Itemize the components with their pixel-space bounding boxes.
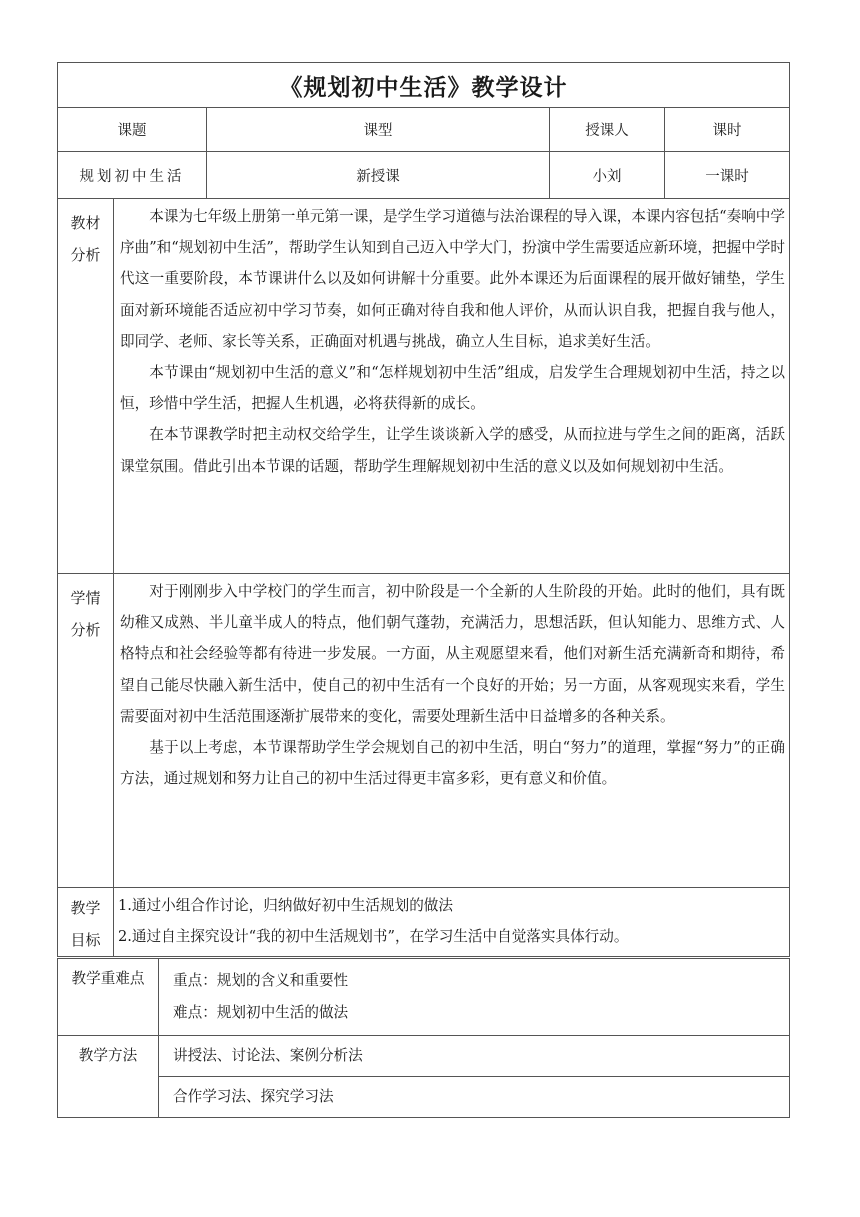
hard-point: 难点：规划初中生活的做法	[173, 1004, 349, 1021]
material-paragraph: 本课为七年级上册第一单元第一课，是学生学习道德与法治课程的导入课，本课内容包括“奏响中学序曲”和“规划初中生活”，帮助学生认知到自己迈入中学大门，扮演中学生需要适应新环境，把握中学时代这一重要阶段，本节课讲什么以及如何讲解十分重要。此外本课还为后面课程的展开做好铺垫，学生面对新环境能否适应初中学习节奏，如何正确对待自我和他人评价，从而认识自我，把握自我与他人，即同学、老师、家长等关系，正确面对机遇与挑战，确立人生目标，追求美好生活。	[120, 208, 786, 350]
goals-content	[114, 888, 790, 957]
material-label-line2: 分析	[70, 246, 101, 264]
goals-label-line1: 教学	[70, 899, 101, 917]
goal-item: 1.通过小组合作讨论，归纳做好初中生活规划的做法	[118, 897, 453, 914]
material-label-line1: 教材	[70, 214, 101, 232]
page-title: 《规划初中生活》教学设计	[58, 63, 790, 108]
material-paragraph: 在本节课教学时把主动权交给学生，让学生谈谈新入学的感受，从而拉进与学生之间的距离，活跃课堂氛围。借此引出本节课的话题，帮助学生理解规划初中生活的意义以及如何规划初中生活。	[120, 426, 786, 475]
methods-table	[57, 958, 790, 1118]
teaching-method: 讲授法、讨论法、案例分析法	[159, 1036, 790, 1077]
header-topic: 课题	[58, 108, 207, 152]
material-label	[58, 199, 114, 574]
info-type: 新授课	[207, 152, 550, 199]
students-label	[58, 574, 114, 888]
header-type: 课型	[207, 108, 550, 152]
goals-label-line2: 目标	[70, 931, 101, 949]
students-label-line1: 学情	[70, 589, 101, 607]
difficulty-content	[159, 959, 790, 1036]
header-hours: 课时	[665, 108, 790, 152]
students-label-line2: 分析	[70, 621, 101, 639]
methods-label: 教学方法	[58, 1036, 159, 1118]
students-paragraph: 对于刚刚步入中学校门的学生而言，初中阶段是一个全新的人生阶段的开始。此时的他们，具有既幼稚又成熟、半儿童半成人的特点，他们朝气蓬勃，充满活力，思想活跃，但认知能力、思维方式、人格特点和社会经验等都有待进一步发展。一方面，从主观愿望来看，他们对新生活充满新奇和期待，希望自己能尽快融入新生活中，使自己的初中生活有一个良好的开始；另一方面，从客观现实来看，学生需要面对初中生活范围逐渐扩展带来的变化，需要处理新生活中日益增多的各种关系。	[120, 583, 786, 725]
students-paragraph: 基于以上考虑，本节课帮助学生学会规划自己的初中生活，明白“努力”的道理，掌握“努力”的正确方法，通过规划和努力让自己的初中生活过得更丰富多彩，更有意义和价值。	[120, 739, 786, 788]
info-hours: 一课时	[665, 152, 790, 199]
students-content	[114, 574, 790, 888]
goals-label	[58, 888, 114, 957]
material-paragraph: 本节课由“规划初中生活的意义”和“怎样规划初中生活”组成，启发学生合理规划初中生活，持之以恒，珍惜中学生活，把握人生机遇，必将获得新的成长。	[120, 364, 786, 413]
info-teacher: 小刘	[550, 152, 665, 199]
header-teacher: 授课人	[550, 108, 665, 152]
key-point: 重点：规划的含义和重要性	[173, 972, 349, 989]
info-topic: 规划初中生活	[58, 152, 207, 199]
difficulty-label: 教学重难点	[58, 959, 159, 1036]
material-content	[114, 199, 790, 574]
learning-method: 合作学习法、探究学习法	[159, 1077, 790, 1118]
goal-item: 2.通过自主探究设计“我的初中生活规划书”，在学习生活中自觉落实具体行动。	[118, 928, 629, 945]
lesson-design-table	[57, 62, 790, 957]
